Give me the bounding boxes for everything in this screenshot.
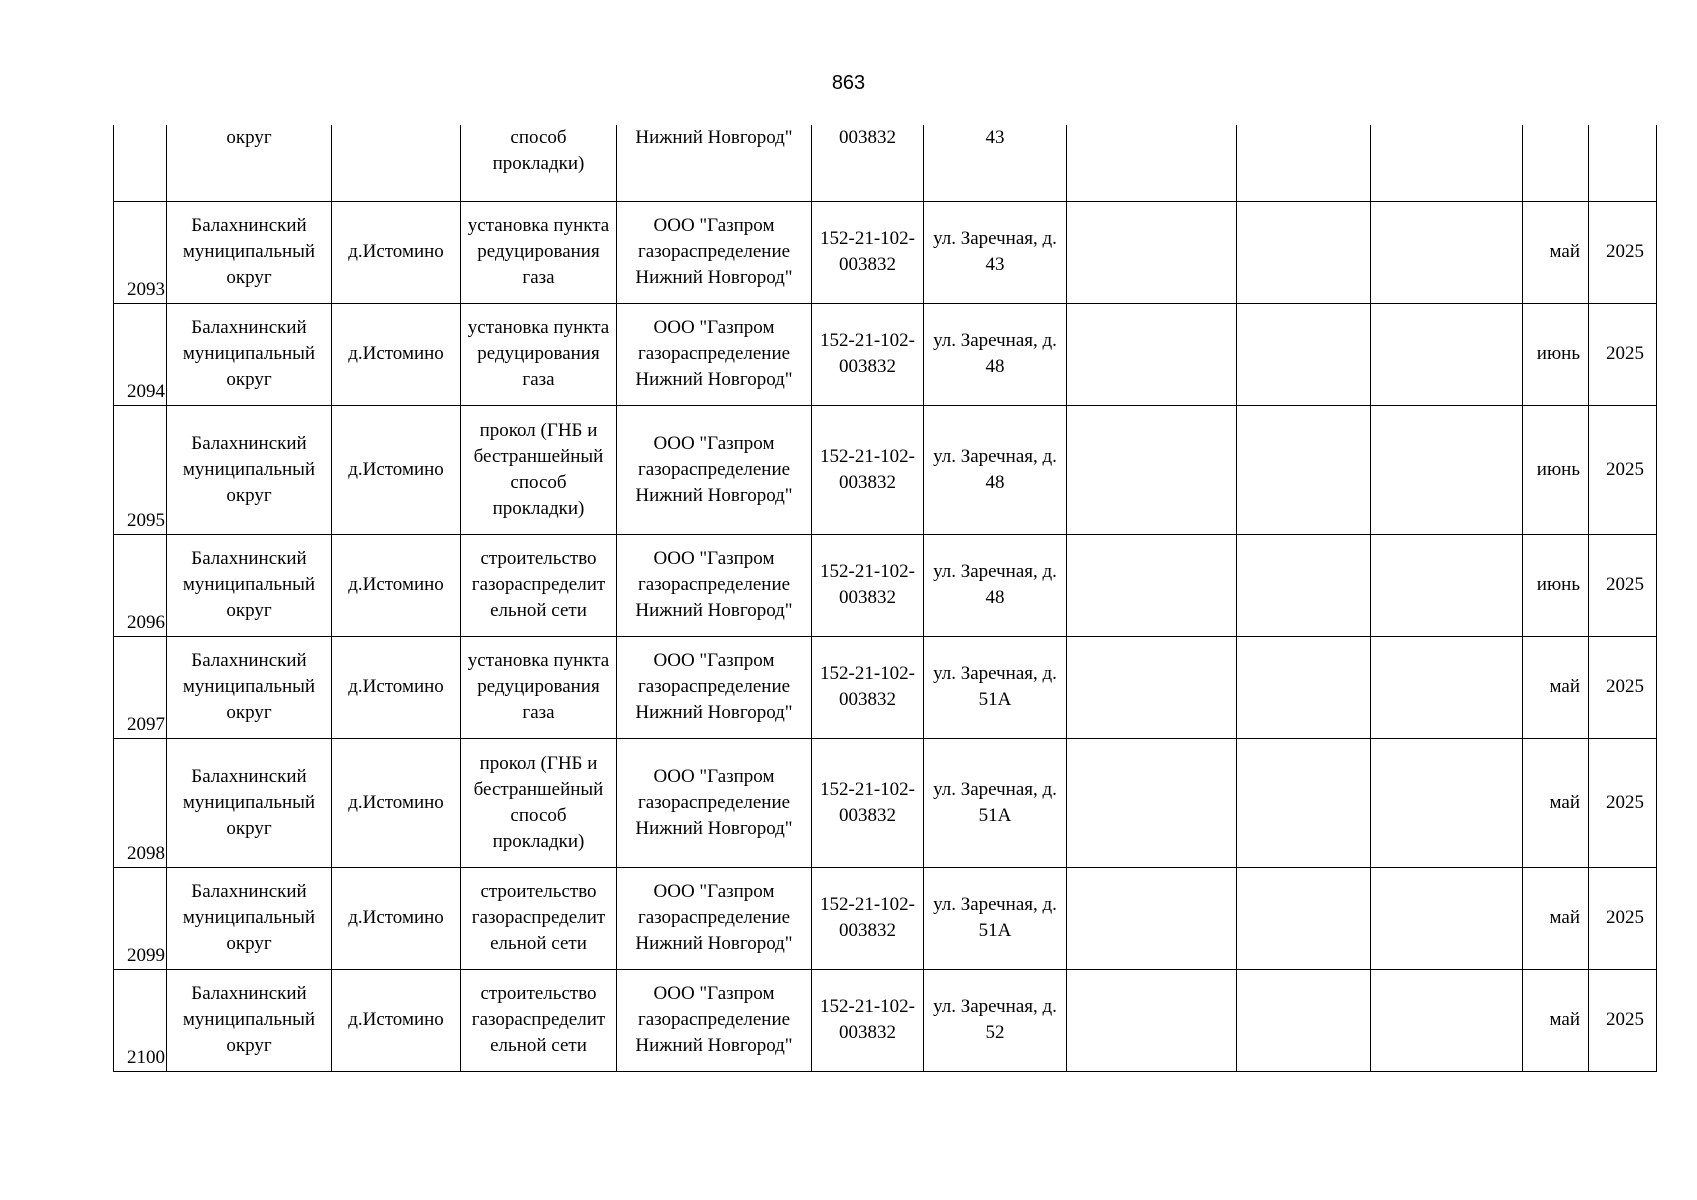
cell-address — [924, 405, 1067, 534]
table-row — [114, 867, 1657, 969]
cell-empty — [1067, 534, 1237, 636]
cell-month — [1523, 534, 1589, 636]
cell-address — [924, 867, 1067, 969]
table-row — [114, 969, 1657, 1071]
cell-empty — [1371, 405, 1523, 534]
page-number: 863 — [831, 72, 866, 94]
cell-work-text: строительство газораспределит ельной сети — [471, 983, 606, 1056]
cell-address — [924, 201, 1067, 303]
cell-work — [461, 867, 617, 969]
cell-num-text: 2095 — [127, 509, 165, 531]
cell-address-text: ул. Заречная, д. 48 — [933, 445, 1057, 493]
cell-settlement — [332, 867, 461, 969]
cell-district: округ — [167, 125, 332, 201]
cell-month-text: май — [1549, 907, 1580, 928]
cell-district-text: Балахнинский муниципальный округ — [182, 881, 316, 954]
cell-empty — [1067, 303, 1237, 405]
table-row — [114, 738, 1657, 867]
cell-year-text: 2025 — [1606, 241, 1644, 262]
cell-month-text: июнь — [1536, 574, 1580, 595]
cell-work-text: прокол (ГНБ и бестраншейный способ прокладки) — [473, 752, 604, 852]
cell-settlement — [332, 201, 461, 303]
cell-empty — [1371, 969, 1523, 1071]
cell-code — [812, 405, 924, 534]
cell-settlement — [332, 636, 461, 738]
cell-work: способ прокладки) — [461, 125, 617, 201]
cell-empty — [1371, 534, 1523, 636]
cell-settlement-text: д.Истомино — [348, 791, 444, 813]
cell-num-text: 2093 — [127, 278, 165, 300]
cell-district — [167, 405, 332, 534]
cell-district — [167, 636, 332, 738]
cell-code: 003832 — [812, 125, 924, 201]
cell-district-text: Балахнинский муниципальный округ — [182, 548, 316, 621]
cell-code-text: 152-21-102- 003832 — [820, 894, 915, 941]
cell-empty — [1237, 405, 1371, 534]
cell-num — [114, 969, 167, 1071]
cell-year — [1589, 969, 1657, 1071]
cell-month — [1523, 636, 1589, 738]
cell-org: Нижний Новгород" — [617, 125, 812, 201]
cell-code — [812, 969, 924, 1071]
cell-num-text: 2099 — [127, 944, 165, 966]
registry-table — [113, 125, 1657, 1072]
cell-year — [1589, 125, 1657, 201]
cell-address — [924, 969, 1067, 1071]
cell-district — [167, 867, 332, 969]
cell-address-text: ул. Заречная, д. 51А — [933, 894, 1057, 941]
cell-empty — [1067, 405, 1237, 534]
cell-settlement — [332, 125, 461, 201]
cell-work — [461, 738, 617, 867]
cell-org-text: ООО "Газпром газораспределение Нижний Новгород" — [635, 650, 793, 723]
cell-code-text: 152-21-102- 003832 — [820, 330, 915, 377]
cell-month-text: июнь — [1536, 458, 1580, 480]
cell-year-text: 2025 — [1606, 1009, 1644, 1030]
cell-year-text: 2025 — [1606, 574, 1644, 595]
cell-month — [1523, 405, 1589, 534]
cell-empty — [1237, 867, 1371, 969]
cell-empty — [1371, 201, 1523, 303]
cell-code-text: 152-21-102- 003832 — [820, 778, 915, 826]
cell-address-text: ул. Заречная, д. 51А — [933, 778, 1057, 826]
cell-work-text: строительство газораспределит ельной сети — [471, 548, 606, 621]
cell-settlement — [332, 738, 461, 867]
cell-settlement — [332, 969, 461, 1071]
cell-empty — [1067, 738, 1237, 867]
cell-month-text: май — [1549, 676, 1580, 697]
cell-org — [617, 201, 812, 303]
cell-num-text: 2098 — [127, 842, 165, 864]
cell-settlement-text: д.Истомино — [348, 1009, 444, 1030]
cell-org-text: ООО "Газпром газораспределение Нижний Новгород" — [635, 215, 793, 288]
cell-address-text: ул. Заречная, д. 48 — [933, 561, 1057, 608]
cell-year — [1589, 534, 1657, 636]
cell-num — [114, 867, 167, 969]
cell-code — [812, 201, 924, 303]
cell-empty — [1371, 636, 1523, 738]
cell-num — [114, 405, 167, 534]
cell-year — [1589, 201, 1657, 303]
cell-work-text: строительство газораспределит ельной сети — [471, 881, 606, 954]
cell-empty — [1237, 303, 1371, 405]
cell-empty — [1067, 125, 1237, 201]
cell-address-text: ул. Заречная, д. 52 — [933, 996, 1057, 1043]
cell-empty — [1237, 636, 1371, 738]
cell-month-text: май — [1549, 1009, 1580, 1030]
cell-org — [617, 405, 812, 534]
cell-org-text: ООО "Газпром газораспределение Нижний Новгород" — [635, 432, 793, 506]
cell-settlement-text: д.Истомино — [348, 343, 444, 364]
cell-num — [114, 534, 167, 636]
cell-num — [114, 125, 167, 201]
cell-district — [167, 303, 332, 405]
cell-month-text: май — [1549, 791, 1580, 813]
cell-org-text: ООО "Газпром газораспределение Нижний Новгород" — [635, 765, 793, 839]
cell-work-text: установка пункта редуцирования газа — [467, 215, 610, 288]
cell-month — [1523, 303, 1589, 405]
cell-empty — [1371, 867, 1523, 969]
cell-month-text: июнь — [1536, 343, 1580, 364]
cell-settlement — [332, 303, 461, 405]
cell-work — [461, 303, 617, 405]
cell-empty — [1237, 125, 1371, 201]
cell-address-text: ул. Заречная, д. 48 — [933, 330, 1057, 377]
cell-code-text: 152-21-102- 003832 — [820, 996, 915, 1043]
cell-year — [1589, 738, 1657, 867]
cell-address — [924, 534, 1067, 636]
cell-address — [924, 738, 1067, 867]
cell-year-text: 2025 — [1606, 907, 1644, 928]
cell-year-text: 2025 — [1606, 458, 1644, 480]
cell-code — [812, 534, 924, 636]
cell-month — [1523, 969, 1589, 1071]
cell-settlement-text: д.Истомино — [348, 458, 444, 480]
cell-district-text: Балахнинский муниципальный округ — [182, 432, 316, 506]
cell-num — [114, 303, 167, 405]
cell-settlement-text: д.Истомино — [348, 907, 444, 928]
cell-code — [812, 636, 924, 738]
cell-num-text: 2100 — [127, 1046, 165, 1068]
cell-num — [114, 201, 167, 303]
cell-num — [114, 738, 167, 867]
cell-code — [812, 738, 924, 867]
cell-address-text: ул. Заречная, д. 51А — [933, 663, 1057, 710]
cell-month-text: май — [1549, 241, 1580, 262]
cell-empty — [1237, 969, 1371, 1071]
cell-empty — [1237, 201, 1371, 303]
cell-district-text: Балахнинский муниципальный округ — [182, 983, 316, 1056]
cell-year-text: 2025 — [1606, 791, 1644, 813]
cell-num-text: 2094 — [127, 380, 165, 402]
cell-district-text: Балахнинский муниципальный округ — [182, 215, 316, 288]
table-row-continuation — [114, 125, 1657, 201]
cell-empty — [1067, 867, 1237, 969]
cell-org — [617, 636, 812, 738]
cell-month — [1523, 201, 1589, 303]
cell-work — [461, 534, 617, 636]
cell-org — [617, 738, 812, 867]
cell-org — [617, 303, 812, 405]
cell-org-text: ООО "Газпром газораспределение Нижний Новгород" — [635, 881, 793, 954]
cell-empty — [1371, 125, 1523, 201]
cell-district — [167, 969, 332, 1071]
table-row — [114, 636, 1657, 738]
cell-code-text: 152-21-102- 003832 — [820, 445, 915, 493]
cell-year — [1589, 405, 1657, 534]
cell-org — [617, 969, 812, 1071]
cell-num — [114, 636, 167, 738]
cell-org — [617, 867, 812, 969]
cell-num-text: 2096 — [127, 611, 165, 633]
table-row — [114, 303, 1657, 405]
cell-work-text: прокол (ГНБ и бестраншейный способ прокладки) — [473, 419, 604, 519]
cell-empty — [1067, 636, 1237, 738]
cell-month — [1523, 125, 1589, 201]
cell-code-text: 152-21-102- 003832 — [820, 561, 915, 608]
cell-org — [617, 534, 812, 636]
table-row — [114, 201, 1657, 303]
table-body — [114, 125, 1657, 1071]
cell-org-text: ООО "Газпром газораспределение Нижний Новгород" — [635, 317, 793, 390]
table-row — [114, 405, 1657, 534]
cell-settlement — [332, 534, 461, 636]
cell-address — [924, 303, 1067, 405]
cell-address — [924, 636, 1067, 738]
cell-empty — [1371, 303, 1523, 405]
cell-code — [812, 867, 924, 969]
cell-year — [1589, 303, 1657, 405]
cell-work — [461, 201, 617, 303]
cell-work — [461, 405, 617, 534]
cell-district-text: Балахнинский муниципальный округ — [182, 317, 316, 390]
cell-empty — [1067, 201, 1237, 303]
cell-work-text: установка пункта редуцирования газа — [467, 317, 610, 390]
cell-code — [812, 303, 924, 405]
cell-year — [1589, 636, 1657, 738]
cell-work — [461, 636, 617, 738]
cell-settlement-text: д.Истомино — [348, 676, 444, 697]
cell-year-text: 2025 — [1606, 343, 1644, 364]
cell-address: 43 — [924, 125, 1067, 201]
cell-year — [1589, 867, 1657, 969]
cell-code-text: 152-21-102- 003832 — [820, 663, 915, 710]
cell-district-text: Балахнинский муниципальный округ — [182, 765, 316, 839]
cell-district — [167, 738, 332, 867]
cell-empty — [1237, 738, 1371, 867]
cell-org-text: ООО "Газпром газораспределение Нижний Новгород" — [635, 983, 793, 1056]
cell-num-text: 2097 — [127, 713, 165, 735]
cell-settlement — [332, 405, 461, 534]
cell-settlement-text: д.Истомино — [348, 574, 444, 595]
cell-year-text: 2025 — [1606, 676, 1644, 697]
cell-empty — [1237, 534, 1371, 636]
cell-empty — [1067, 969, 1237, 1071]
cell-work — [461, 969, 617, 1071]
cell-work-text: установка пункта редуцирования газа — [467, 650, 610, 723]
cell-district — [167, 534, 332, 636]
cell-empty — [1371, 738, 1523, 867]
cell-district-text: Балахнинский муниципальный округ — [182, 650, 316, 723]
cell-district — [167, 201, 332, 303]
cell-month — [1523, 738, 1589, 867]
cell-month — [1523, 867, 1589, 969]
table-row — [114, 534, 1657, 636]
cell-address-text: ул. Заречная, д. 43 — [933, 228, 1057, 275]
cell-settlement-text: д.Истомино — [348, 241, 444, 262]
cell-org-text: ООО "Газпром газораспределение Нижний Новгород" — [635, 548, 793, 621]
cell-code-text: 152-21-102- 003832 — [820, 228, 915, 275]
